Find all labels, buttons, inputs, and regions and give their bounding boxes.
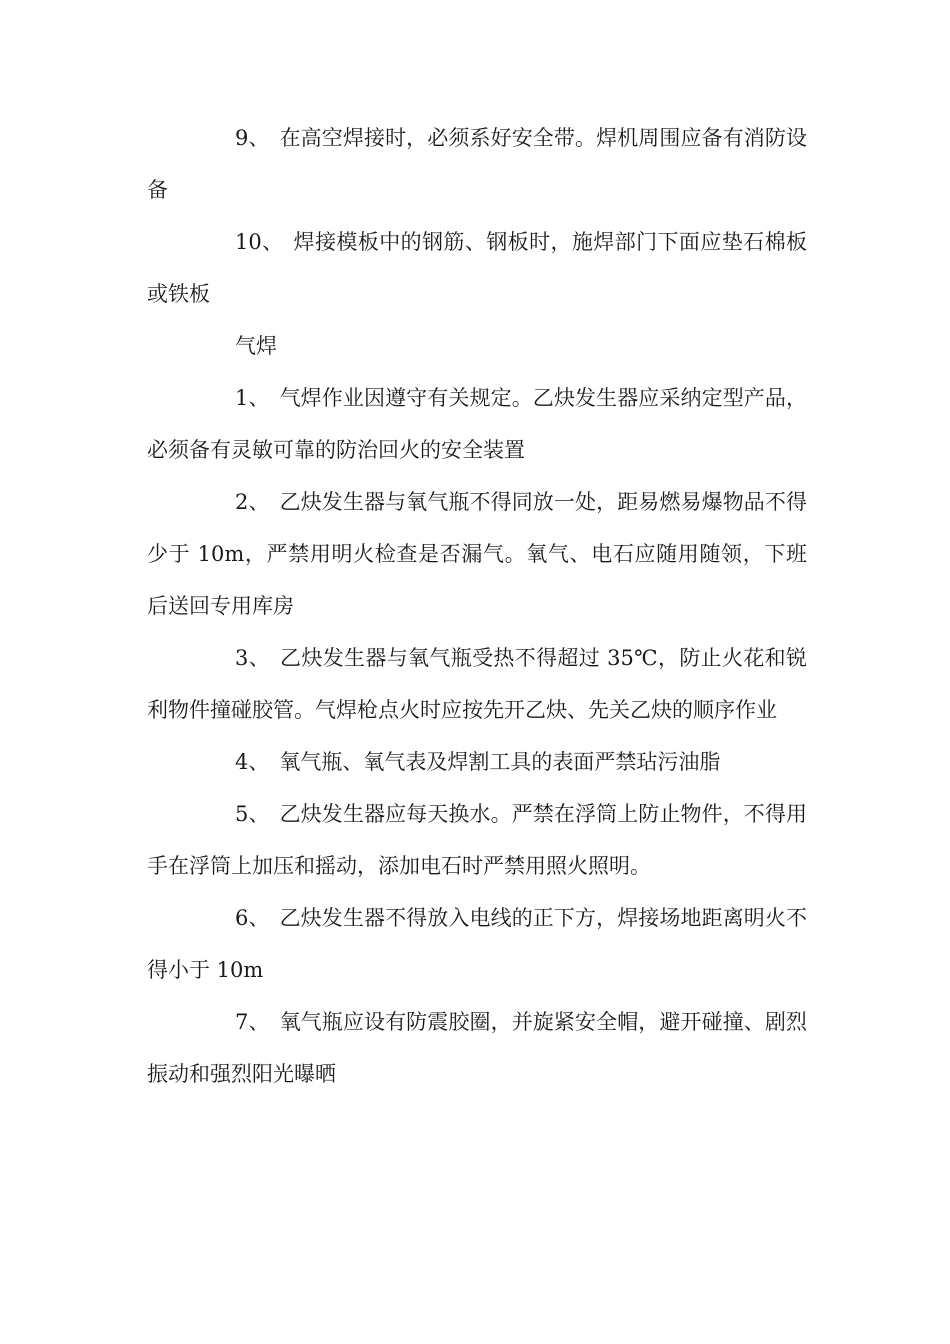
paragraph-number: 5、 <box>235 802 270 826</box>
paragraph-item-6 <box>147 892 807 996</box>
paragraph-item-2 <box>147 476 807 632</box>
paragraph-number: 4、 <box>235 750 270 774</box>
paragraph-text: 氧气瓶、氧气表及焊割工具的表面严禁玷污油脂 <box>279 750 721 774</box>
paragraph-number: 7、 <box>235 1010 270 1034</box>
paragraph-item-9 <box>147 112 807 216</box>
section-heading-text: 气焊 <box>235 334 277 358</box>
paragraph-text: 乙炔发生器与氧气瓶受热不得超过 35℃，防止火花和锐利物件撞碰胶管。气焊枪点火时应按先开乙炔、先关乙炔的顺序作业 <box>147 646 807 722</box>
document-body <box>147 112 807 1100</box>
section-heading-gas-welding <box>147 320 807 372</box>
paragraph-number: 3、 <box>235 646 271 670</box>
paragraph-item-7 <box>147 996 807 1100</box>
paragraph-text: 焊接模板中的钢筋、钢板时，施焊部门下面应垫石棉板或铁板 <box>147 230 807 306</box>
paragraph-number: 2、 <box>235 490 270 514</box>
paragraph-item-1 <box>147 372 807 476</box>
paragraph-item-3 <box>147 632 807 736</box>
paragraph-number: 1、 <box>235 386 270 410</box>
paragraph-text: 乙炔发生器与氧气瓶不得同放一处，距易燃易爆物品不得少于 10m，严禁用明火检查是否漏气。氧气、电石应随用随领，下班后送回专用库房 <box>147 490 807 618</box>
paragraph-number: 6、 <box>235 906 270 930</box>
paragraph-text: 乙炔发生器应每天换水。严禁在浮筒上防止物件，不得用手在浮筒上加压和摇动，添加电石时严禁用照火照明。 <box>147 802 807 878</box>
paragraph-text: 乙炔发生器不得放入电线的正下方，焊接场地距离明火不得小于 10m <box>147 906 807 982</box>
paragraph-number: 10、 <box>235 230 284 254</box>
paragraph-number: 9、 <box>235 126 270 150</box>
paragraph-text: 气焊作业因遵守有关规定。乙炔发生器应采纳定型产品，必须备有灵敏可靠的防治回火的安全装置 <box>147 386 807 462</box>
paragraph-item-4 <box>147 736 807 788</box>
paragraph-item-5 <box>147 788 807 892</box>
paragraph-text: 氧气瓶应设有防震胶圈，并旋紧安全帽，避开碰撞、剧烈振动和强烈阳光曝晒 <box>147 1010 807 1086</box>
paragraph-item-10 <box>147 216 807 320</box>
paragraph-text: 在高空焊接时，必须系好安全带。焊机周围应备有消防设备 <box>147 126 807 202</box>
